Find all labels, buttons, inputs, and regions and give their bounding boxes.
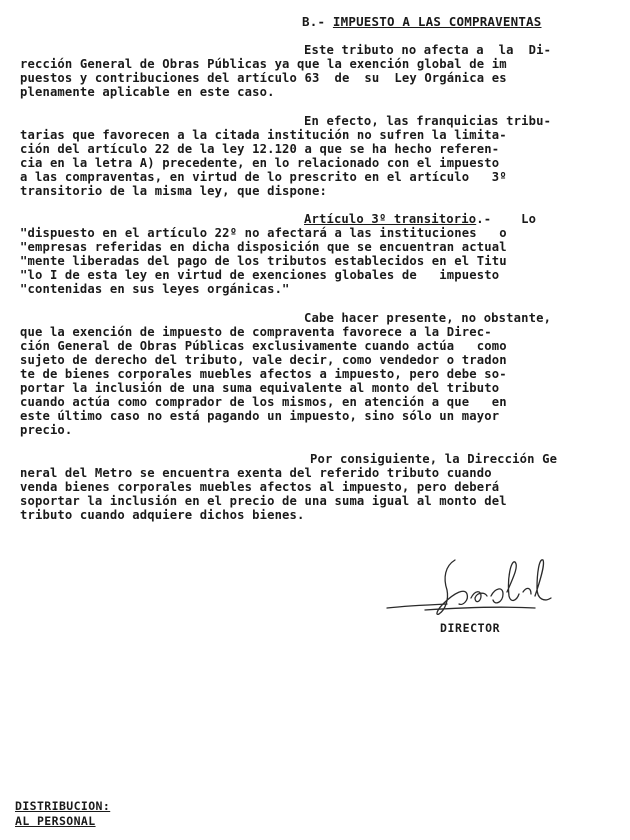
handwritten-signature	[385, 548, 560, 620]
paragraph-2-line: a las compraventas, en virtud de lo prescrito en el artículo 3º	[20, 170, 507, 184]
paragraph-3-line: precio.	[20, 423, 73, 437]
paragraph-3-line: Cabe hacer presente, no obstante,	[304, 311, 552, 325]
quote-heading: Artículo 3º transitorio	[304, 212, 477, 226]
distribution-value: AL PERSONAL	[15, 814, 96, 828]
section-title: IMPUESTO A LAS COMPRAVENTAS	[332, 14, 542, 29]
paragraph-1-line: plenamente aplicable en este caso.	[20, 85, 275, 99]
quote-line: "mente liberadas del pago de los tributos establecidos en el Titu	[20, 254, 507, 268]
signature-title: DIRECTOR	[440, 621, 501, 635]
quote-line: "lo I de esta ley en virtud de exenciones globales de impuesto	[20, 268, 500, 282]
distribution-label: DISTRIBUCION:	[15, 799, 111, 813]
paragraph-4-line: soportar la inclusión en el precio de una suma igual al monto del	[20, 494, 507, 508]
quote-first-line-rest: .- Lo	[476, 212, 537, 226]
paragraph-4-line: tributo cuando adquiere dichos bienes.	[20, 508, 305, 522]
paragraph-2-line: tarias que favorecen a la citada institución no sufren la limita-	[20, 128, 507, 142]
paragraph-4-line: Por consiguiente, la Dirección Ge	[310, 452, 558, 466]
quote-line: "dispuesto en el artículo 22º no afectará a las instituciones o	[20, 226, 507, 240]
distribution-block	[15, 799, 110, 829]
paragraph-3-line: que la exención de impuesto de compraventa favorece a la Direc-	[20, 325, 492, 339]
quote-line: "contenidas en sus leyes orgánicas."	[20, 282, 290, 296]
paragraph-1-line: Este tributo no afecta a la Di-	[304, 43, 552, 57]
paragraph-3-line: te de bienes corporales muebles afectos a impuesto, pero debe so-	[20, 367, 507, 381]
paragraph-4-line: neral del Metro se encuentra exenta del referido tributo cuando	[20, 466, 492, 480]
section-prefix: B.-	[302, 14, 333, 29]
paragraph-3-line: sujeto de derecho del tributo, vale decir, como vendedor o tradon	[20, 353, 507, 367]
paragraph-1-line: puestos y contribuciones del artículo 63 de su Ley Orgánica es	[20, 71, 507, 85]
paragraph-4-line: venda bienes corporales muebles afectos al impuesto, pero deberá	[20, 480, 500, 494]
section-heading	[302, 14, 542, 29]
paragraph-3-line: este último caso no está pagando un impuesto, sino sólo un mayor	[20, 409, 500, 423]
quote-line: "empresas referidas en dicha disposición que se encuentran actual	[20, 240, 507, 254]
quote-first-line	[304, 212, 536, 226]
paragraph-2-line: En efecto, las franquicias tribu-	[304, 114, 552, 128]
paragraph-2-line: transitorio de la misma ley, que dispone:	[20, 184, 327, 198]
paragraph-2-line: cia en la letra A) precedente, en lo relacionado con el impuesto	[20, 156, 500, 170]
paragraph-3-line: cuando actúa como comprador de los mismos, en atención a que en	[20, 395, 507, 409]
paragraph-3-line: ción General de Obras Públicas exclusivamente cuando actúa como	[20, 339, 507, 353]
paragraph-1-line: rección General de Obras Públicas ya que la exención global de im	[20, 57, 507, 71]
paragraph-2-line: ción del artículo 22 de la ley 12.120 a que se ha hecho referen-	[20, 142, 500, 156]
paragraph-3-line: portar la inclusión de una suma equivalente al monto del tributo	[20, 381, 500, 395]
